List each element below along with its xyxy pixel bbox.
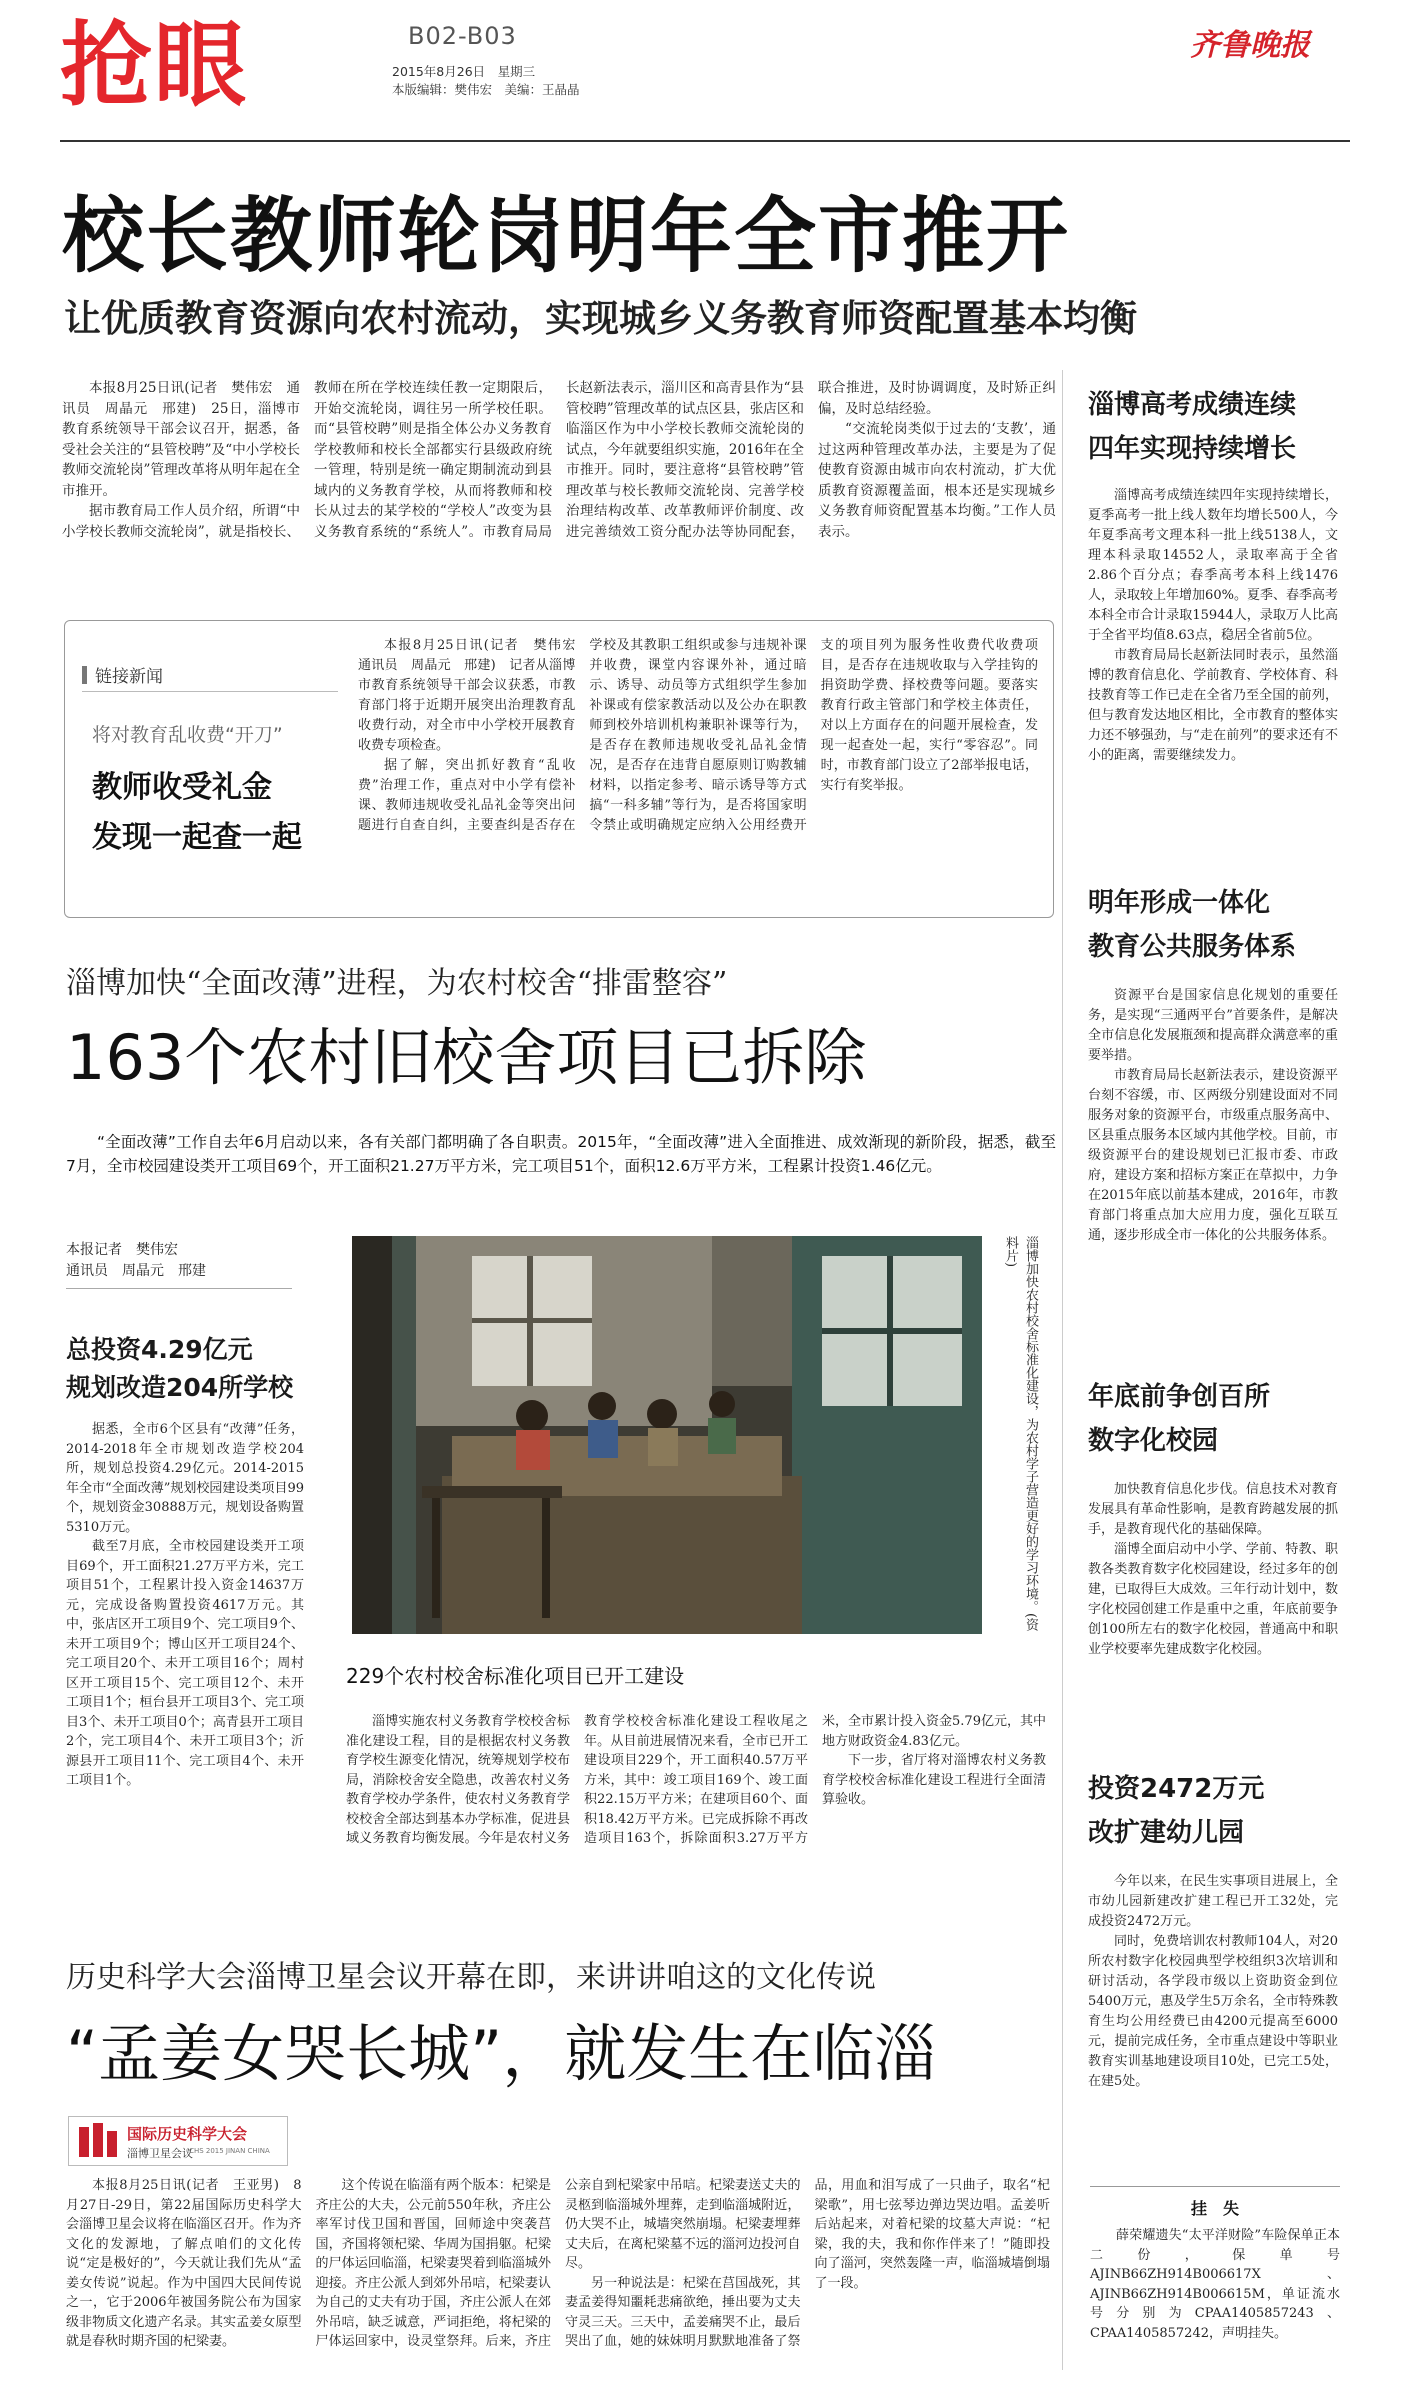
headline-old-schools: 163个农村旧校舍项目已拆除 — [66, 1021, 867, 1094]
link-news-title-1: 教师收受礼金 — [92, 770, 272, 805]
paragraph: 市教育局局长赵新法同时表示，虽然淄博的教育信息化、学前教育、学校体育、科技教育等工作已走在全省乃至全国的前列，但与教育发达地区相比，全市教育的整体实力还不够强劲，与“走在前列”的要求还有不小的距离，需要继续发力。 — [1088, 648, 1338, 763]
link-news-body — [358, 636, 1038, 908]
paragraph: 本报8月25日讯(记者 王亚男) 8月27日-29日，第22届国际历史科学大会淄博卫星会议将在临淄区召开。作为齐文化的发源地，了解点咱们的文化传说“定是极好的”，今天就让我们先从“孟姜女传说”说起。作为中国四大民间传说之一，它于2006年被国务院公布为国家级非物质文化遗产名录。其实孟姜女原型就是春秋时期齐国的杞梁妻。 — [66, 2178, 302, 2349]
paragraph: 淄博高考成绩连续四年实现持续增长，夏季高考一批上线人数年均增长500人，今年夏季高考文理本科一批上线5138人，文理本科录取14552人，录取率高于全省2.86个百分点；春季高考本科上线1476人，录取较上年增加60%。夏季、春季高考本科全市合计录取15944人，录取万人比高于全省平均值8.63点，稳居全省前5位。 — [1088, 488, 1338, 643]
paragraph: 这个传说在临淄有两个版本：杞梁是齐庄公的大夫，公元前550年秋，齐庄公率军讨伐卫国和晋国，回师途中突袭莒国，齐国将领杞梁、华周为国捐躯。杞梁的尸体运回临淄，杞梁妻哭着到临淄城外迎接。齐庄公派人到郊外吊唁，杞梁妻认为自己的丈夫有功于国，齐庄公派人在郊外吊唁，缺乏诚意，严词拒绝，将杞梁的尸体运回家中，设灵堂祭拜。后来，齐庄公亲自到杞梁家中吊唁。杞梁妻送丈夫的灵柩到临淄城外埋葬，走到临淄城附近，仍大哭不止，城墙突然崩塌。杞梁妻埋葬丈夫后，在离杞梁墓不远的淄河边投河自尽。 — [315, 2178, 801, 2349]
paragraph: 下一步，省厅将对淄博农村义务教育学校校舍标准化建设工程进行全面清算验收。 — [822, 1753, 1046, 1807]
section-logo: 抢眼 — [60, 12, 249, 119]
story2-bottom-body — [346, 1712, 1046, 1912]
paragraph: 资源平台是国家信息化规划的重要任务，是实现“三通两平台”首要条件，是解决全市信息化发展瓶颈和提高群众满意率的重要举措。 — [1088, 988, 1338, 1063]
sidebar-title-1b: 四年实现持续增长 — [1088, 434, 1297, 464]
subhead-investment-1: 总投资4.29亿元 — [66, 1335, 253, 1364]
sidebar-rule — [1062, 370, 1063, 2370]
paragraph: “交流轮岗类似于过去的‘支教’，通过这两种管理改革办法，主要是为了促使教育资源由城市向农村流动，扩大优质教育资源覆盖面，根本还是实现城乡义务教育师资配置基本均衡。”工作人员表示。 — [818, 421, 1056, 540]
notice-body: 薛荣耀遗失“太平洋财险”车险保单正本二份，保单号AJINB66ZH914B006617X、AJINB66ZH914B006615M，单证流水号分别为CPAA1405857243、CPAA1405857242，声明挂失。 — [1090, 2228, 1340, 2341]
paragraph: 市教育局局长赵新法表示，建设资源平台刻不容缓，市、区两级分别建设面对不同服务对象的资源平台，市级重点服务高中、区县重点服务本区域内其他学校。目前，市级资源平台的建设规划已汇报市委、市政府，建设方案和招标方案正在草拟中，力争在2015年底以前基本建成，2016年，市教育部门将重点加大应用力度，强化互联互通，逐步形成全市一体化的公共服务体系。 — [1088, 1068, 1338, 1243]
notice-title: 挂 失 — [1190, 2199, 1239, 2218]
subhead-rotation: 让优质教育资源向农村流动，实现城乡义务教育师资配置基本均衡 — [64, 296, 1137, 340]
story2-kicker: 淄博加快“全面改薄”进程，为农村校舍“排雷整容” — [66, 966, 728, 1001]
tag-marker — [82, 666, 87, 684]
paragraph: 据了解，突出抓好教育“乱收费”治理工作，重点对中小学有偿补课、教师违规收受礼品礼金等突出问题进行自查自纠，主要查纠是否存在学校及其教职工组织或参与违规补课并收费，课堂内容课外补，通过暗示、诱导、动员等方式组织学生参加补课或有偿家教活动以及公办在职教师到校外培训机构兼职补课等行为，是否存在教师违规收受礼品礼金情况，是否存在违背自愿原则订购教辅材料，以指定参考、暗示诱导等方式搞“一科多辅”等行为，是否将国家明令禁止或明确规定应纳入公用经费开支的项目列为服务性收费代收费项目，是否存在违规收取与入学挂钩的捐资助学费、择校费等问题。要落实教育行政主管部门和学校主体责任，对以上方面存在的问题开展检查，发现一起查处一起，实行“零容忍”。同时，市教育部门设立了2部举报电话，实行有奖举报。 — [358, 638, 1038, 833]
sidebar-title-3b: 数字化校园 — [1088, 1426, 1219, 1456]
paragraph: 本报8月25日讯(记者 樊伟宏 通讯员 周晶元 邢建) 25日，淄博市教育系统领导干部会议召开，据悉，备受社会关注的“县管校聘”及“中小学校长教师交流轮岗”管理改革将从明年起在全市推开。 — [62, 380, 300, 499]
story2-byline — [66, 1240, 292, 1289]
notice-rule — [1090, 2186, 1340, 2187]
classroom-photo — [352, 1236, 982, 1634]
paragraph: 截至7月底，全市校园建设类开工项目69个，开工面积21.27万平方米，完工项目51个，工程累计投入资金14637万元，完成设备购置投资4617万元。其中，张店区开工项目9个、完工项目9个、未开工项目9个；博山区开工项目24个、完工项目20个、未开工项目16个；周村区开工项目15个、完工项目12个、未开工项目1个；桓台县开工项目3个、完工项目3个、未开工项目0个；高青县开工项目2个，完工项目4个、未开工项目3个；沂源县开工项目11个、完工项目4个、未开工项目1个。 — [66, 1539, 304, 1788]
paragraph: 本报8月25日讯(记者 樊伟宏 通讯员 周晶元 邢建) 记者从淄博市教育系统领导干部会议获悉，市教育部门将于近期开展突出治理教育乱收费行动，对全市中小学校开展教育收费专项检查。 — [358, 638, 589, 753]
editor-line: 本版编辑：樊伟宏 美编：王晶晶 — [392, 82, 580, 97]
paragraph: 另一种说法是：杞梁在莒国战死，其妻孟姜得知噩耗悲痛欲绝，捶出要为丈夫守灵三天。三天中，孟姜痛哭不止，最后哭出了血，她的妹妹明月默默地准备了祭品，用血和泪写成了一只曲子，取名“杞梁歌”，用七弦琴边弹边哭边唱。孟姜听后站起来，对着杞梁的坟墓大声说：“杞梁，我的夫，我和你作伴来了！”随即投向了淄河，突然轰隆一声，临淄城墙倒塌了一段。 — [565, 2178, 1050, 2349]
tag-label: 链接新闻 — [95, 667, 163, 687]
sidebar-body-2 — [1088, 986, 1338, 1356]
photo-illustration — [352, 1236, 982, 1634]
link-news-title-2: 发现一起查一起 — [92, 820, 302, 855]
subhead-standardization: 229个农村校舍标准化项目已开工建设 — [346, 1664, 685, 1688]
subhead-investment-2: 规划改造204所学校 — [66, 1373, 294, 1402]
ichs-logo-box — [68, 2116, 288, 2166]
paragraph: 据市教育局工作人员介绍，所谓“中小学校长教师交流轮岗”，就是指校长、教师在所在学校连续任教一定期限后，开始交流轮岗，调往另一所学校任职。而“县管校聘”则是指全体公办义务教育学校教师和校长全部都实行县级政府统一管理，特别是统一确定期制流动到县域内的义务教育学校，从而将教师和校长从过去的某学校的“学校人”改变为县义务教育系统的“系统人”。市教育局局长赵新法表示，淄川区和高青县作为“县管校聘”管理改革的试点区县，张店区和临淄区作为中小学校长教师交流轮岗的试点，今年就要组织实施，2016年在全市推开。同时，要注意将“县管校聘”管理改革与校长教师交流轮岗、完善学校治理结构改革、改革教师评价制度、改进完善绩效工资分配办法等协同配套，联合推进，及时协调调度，及时矫正纠偏，及时总结经验。 — [62, 380, 1056, 540]
ichs-logo-subtitle: 淄博卫星会议 — [127, 2147, 193, 2160]
byline-correspondent: 通讯员 周晶元 邢建 — [66, 1263, 206, 1279]
story2-lead: “全面改薄”工作自去年6月启动以来，各有关部门都明确了各自职责。2015年，“全面改薄”进入全面推进、成效渐现的新阶段，据悉，截至7月，全市校园建设类开工项目69个，开工面积21.27万平方米，完工项目51个，面积12.6万平方米，工程累计投资1.46亿元。 — [66, 1133, 1056, 1175]
sidebar-body-4 — [1088, 1872, 1338, 2172]
sidebar-title-4a: 投资2472万元 — [1088, 1774, 1265, 1804]
ichs-logo-abbr: ICHS 2015 JINAN CHINA — [187, 2147, 270, 2155]
story1-body — [62, 378, 1056, 602]
sidebar-title-2a: 明年形成一体化 — [1088, 888, 1271, 918]
story3-kicker: 历史科学大会淄博卫星会议开幕在即，来讲讲咱这的文化传说 — [66, 1960, 876, 1995]
sidebar-body-1 — [1088, 486, 1338, 866]
photo-caption: 淄博加快农村校舍标准化建设，为农村学子营造更好的学习环境。(资料片) — [1003, 1236, 1038, 1632]
paragraph: 加快教育信息化步伐。信息技术对教育发展具有革命性影响，是教育跨越发展的抓手，是教育现代化的基础保障。 — [1088, 1482, 1338, 1537]
headline-mengjiangnv: “孟姜女哭长城”，就发生在临淄 — [66, 2017, 937, 2090]
story2-left-body — [66, 1420, 304, 1920]
paragraph: 今年以来，在民生实事项目进展上，全市幼儿园新建改扩建工程已开工32处，完成投资2472万元。 — [1088, 1874, 1338, 1929]
page-range: B02-B03 — [408, 22, 517, 50]
link-news-kicker: 将对教育乱收费“开刀” — [92, 724, 283, 746]
sidebar-title-4b: 改扩建幼儿园 — [1088, 1818, 1245, 1848]
masthead-rule — [60, 140, 1350, 142]
paragraph: 淄博全面启动中小学、学前、特教、职教各类教育数字化校园建设，经过多年的创建，已取得巨大成效。三年行动计划中，数字化校园创建工作是重中之重，年底前要争创100所左右的数字化校园，普通高中和职业学校要率先建成数字化校园。 — [1088, 1542, 1338, 1657]
story3-body — [66, 2176, 1050, 2376]
paragraph: 据悉，全市6个区县有“改薄”任务，2014-2018年全市规划改造学校204所，规划总投资4.29亿元。2014-2015年全市“全面改薄”规划校园建设类项目99个，规划资金30888万元，规划设备购置5310万元。 — [66, 1422, 304, 1535]
sidebar-title-1a: 淄博高考成绩连续 — [1088, 390, 1297, 420]
link-news-tag — [82, 662, 338, 692]
date-line: 2015年8月26日 星期三 — [392, 64, 536, 79]
paragraph: 同时，免费培训农村教师104人，对20所农村数字化校园典型学校组织3次培训和研讨活动，各学段市级以上资助资金到位5400万元，惠及学生5万余名，全市特殊教育生均公用经费已由4200元提高至6000元，提前完成任务，全市重点建设中等职业教育实训基地建设项目10处，已完工5处，在建5处。 — [1088, 1934, 1338, 2089]
newspaper-name: 齐鲁晚报 — [1190, 28, 1310, 63]
sidebar-title-3a: 年底前争创百所 — [1088, 1382, 1271, 1412]
ichs-emblem-icon — [75, 2121, 121, 2163]
headline-rotation: 校长教师轮岗明年全市推开 — [62, 188, 1071, 284]
ichs-logo-title: 国际历史科学大会 — [127, 2125, 248, 2143]
byline-reporter: 本报记者 樊伟宏 — [66, 1242, 178, 1258]
sidebar-title-2b: 教育公共服务体系 — [1088, 932, 1297, 962]
sidebar-body-3 — [1088, 1480, 1338, 1770]
paragraph: 淄博实施农村义务教育学校校舍标准化建设工程，目的是根据农村义务教育学校生源变化情况，统筹规划学校布局，消除校舍安全隐患，改善农村义务教育学校办学条件，使农村义务教育学校校舍全部达到基本办学标准，促进县域义务教育均衡发展。今年是农村义务教育学校校舍标准化建设工程收尾之年。从目前进展情况来看，全市已开工建设项目229个，开工面积40.57万平方米，其中：竣工项目169个、竣工面积22.15万平方米；在建项目60个、面积18.42万平方米。已完成拆除不再改造项目163个，拆除面积3.27万平方米，全市累计投入资金5.79亿元，其中地方财政资金4.83亿元。 — [346, 1714, 1046, 1846]
